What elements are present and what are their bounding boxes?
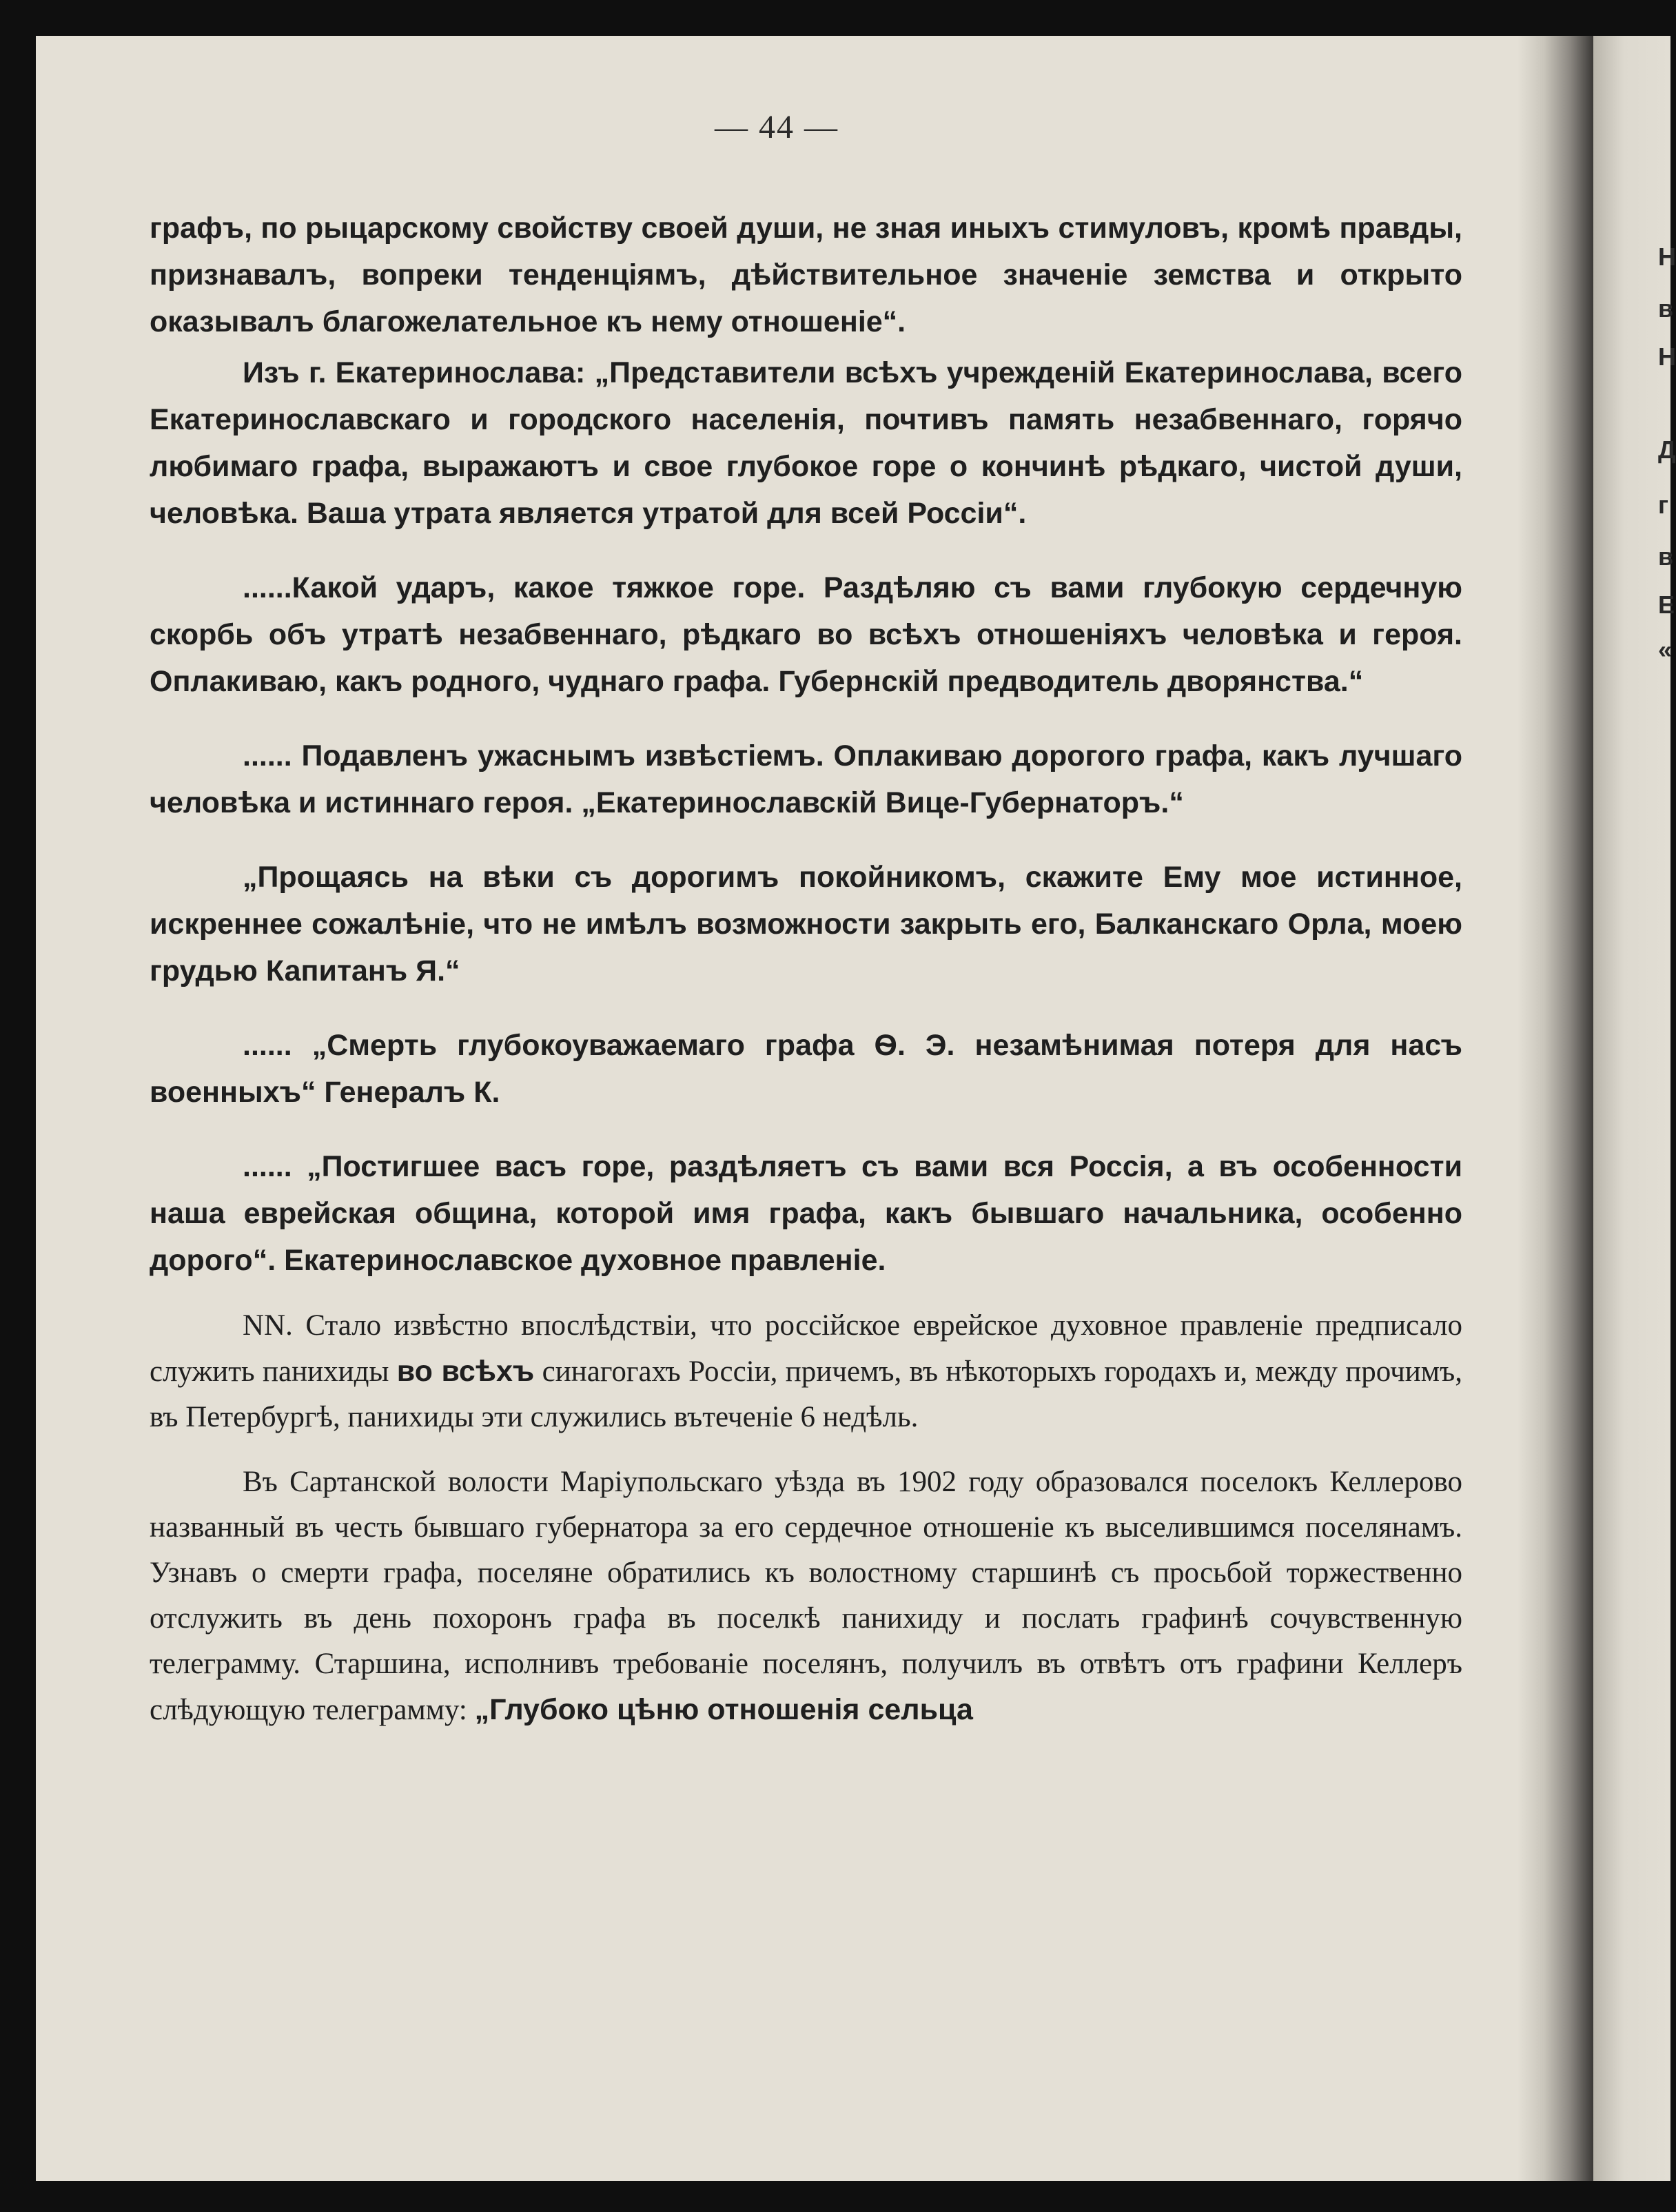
text-run: „Глубоко цѣню отношенія сельца (474, 1693, 973, 1726)
body-text (150, 205, 1462, 1733)
text-run: Въ Сартанской волости Маріупольскаго уѣзда въ 1902 году образовался поселокъ Келлерово названный въ честь бывшаго губернатора за его сердечное отношеніе къ выселившимся поселянамъ. Узнавъ о смерти графа, поселяне обратились къ волостному старшинѣ съ просьбой торжественно отслужить въ день похоронъ графа въ поселкѣ панихиду и послать графинѣ сочувственную телеграмму. Старшина, исполнивъ требованіе поселянъ, получилъ въ отвѣтъ отъ графини Келлеръ слѣдующую телеграмму: (150, 1466, 1462, 1726)
paragraph (150, 1460, 1462, 1733)
next-page-fragment: г (1658, 491, 1668, 519)
next-page-fragment: Е (1658, 591, 1675, 619)
paragraph (150, 349, 1462, 537)
text-run: ...... „Смерть глубокоуважаемаго графа Ѳ. Э. незамѣнимая потеря для насъ военныхъ“ Генералъ К. (150, 1029, 1462, 1109)
next-page-fragment: в (1658, 542, 1674, 571)
paragraph (150, 733, 1462, 826)
text-run: ......Какой ударъ, какое тяжкое горе. Раздѣляю съ вами глубокую сердечную скорбь объ утратѣ незабвеннаго, рѣдкаго во всѣхъ отношеніяхъ человѣка и героя. Оплакиваю, какъ родного, чуднаго графа. Губернскій предводитель дворянства.“ (150, 571, 1462, 698)
text-run: Изъ г. Екатеринослава: (243, 356, 595, 389)
paragraph (150, 1022, 1462, 1116)
next-page-fragment: « (1658, 635, 1673, 664)
paragraph (150, 1143, 1462, 1284)
paragraph (150, 854, 1462, 994)
page-number: — 44 — (715, 109, 839, 145)
text-run: NN. Стало извѣстно впослѣдствіи, что россійское еврейское духовное правленіе предписало служить панихиды (150, 1309, 1462, 1388)
paragraph (150, 1303, 1462, 1440)
next-page-edge (1593, 36, 1676, 2181)
scanned-page (36, 36, 1676, 2181)
text-run: во всѣхъ (396, 1355, 535, 1388)
next-page-fragment: в (1658, 294, 1674, 322)
next-page-fragment: Н (1658, 243, 1676, 271)
next-page-fragment: Д (1658, 436, 1676, 464)
text-run: „Прощаясь на вѣки съ дорогимъ покойникомъ, скажите Ему мое истинное, искреннее сожалѣніе, что не имѣлъ возможности закрыть его, Балканскаго Орла, моею грудью Капитанъ Я.“ (150, 861, 1462, 987)
paragraph (150, 205, 1462, 345)
text-run: ...... „Постигшее васъ горе, раздѣляетъ съ вами вся Россія, а въ особенности наша еврейская община, которой имя графа, какъ бывшаго начальника, особенно дорого“. Екатеринославское духовное правленіе. (150, 1150, 1462, 1277)
book-gutter (1517, 36, 1593, 2181)
paragraph (150, 564, 1462, 705)
text-run: „Представители всѣхъ учрежденій Екатеринослава, всего Екатеринославскаго и городского населенія, почтивъ память незабвеннаго, горячо любимаго графа, выражаютъ и свое глубокое горе о кончинѣ рѣдкаго, чистой души, человѣка. Ваша утрата является утратой для всей Россіи“. (150, 356, 1462, 530)
text-run: графъ, по рыцарскому свойству своей души, не зная иныхъ стимуловъ, кромѣ правды, признавалъ, вопреки тенденціямъ, дѣйствительное значеніе земства и открыто оказывалъ благожелательное къ нему отношеніе“. (150, 212, 1462, 338)
next-page-fragment: Н (1658, 342, 1676, 371)
text-run: синагогахъ Россіи, причемъ, въ нѣкоторыхъ городахъ и, между прочимъ, въ Петербургѣ, панихиды эти служились вътеченіе 6 недѣль. (150, 1355, 1462, 1433)
text-run: ...... Подавленъ ужаснымъ извѣстіемъ. Оплакиваю дорогого графа, какъ лучшаго человѣка и истиннаго героя. „Екатеринославскій Вице-Губернаторъ.“ (150, 739, 1462, 819)
